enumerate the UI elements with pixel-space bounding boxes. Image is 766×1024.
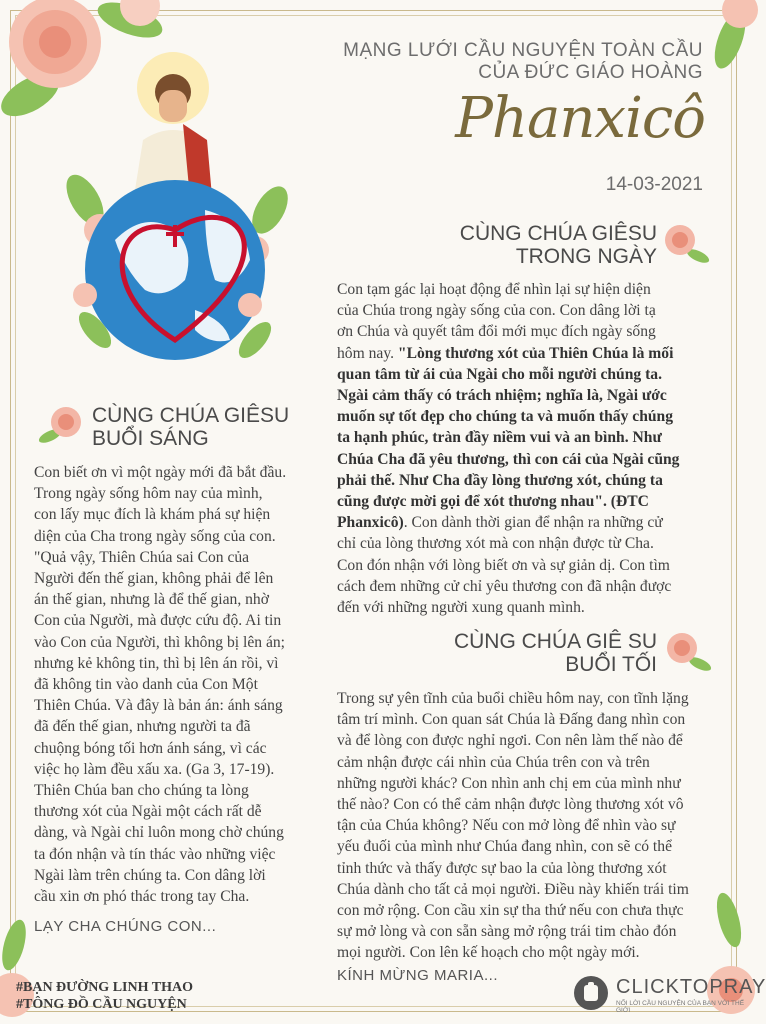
rose-icon	[36, 398, 88, 450]
text-line: cách đem những cử chỉ yêu thương con đã nhận được	[337, 577, 672, 595]
quote-line: phải thế. Như Cha đầy lòng thương xót, chúng ta	[337, 471, 663, 489]
quote-line: muốn sự tốt đẹp cho chúng ta và muốn thấy chúng	[337, 408, 674, 426]
rose-icon	[660, 218, 712, 268]
text-line: ta đón nhận và tín thác vào những việc	[34, 845, 276, 863]
hashtag-ban-duong: #BẠN ĐƯỜNG LINH THAO	[16, 980, 193, 995]
section-evening-title	[454, 630, 657, 676]
text-line: chuộng bóng tối hơn ánh sáng, vì các	[34, 739, 267, 757]
section-day-title	[460, 222, 657, 268]
clicktopray-logo-icon	[572, 974, 610, 1012]
text-line	[337, 512, 712, 533]
quote-line: Chúa Cha đã yêu thương, thì con cái của Ngài cũng	[337, 450, 680, 468]
text-line: việc họ làm đều xấu xa. (Ga 3, 17-19).	[34, 760, 275, 778]
section-evening-title-line1: CÙNG CHÚA GIÊ SU	[453, 630, 657, 653]
text-line: diện của Cha trong ngày sống của con.	[34, 527, 276, 545]
text-segment: hôm nay.	[337, 344, 398, 362]
text-line: nhưng kẻ không tin, thì bị lên án rồi, vì	[34, 654, 279, 672]
quote-line: cũng được mời gọi để xót thương nhau". (ĐTC	[337, 493, 649, 511]
text-line: tỉnh thức và thấy được sự bao la của lòng thương xót	[337, 859, 667, 877]
text-line: Con tạm gác lại hoạt động để nhìn lại sự hiện diện	[337, 281, 651, 298]
text-line: Con đón nhận với lòng biết ơn và sự giản dị. Con tìm	[337, 556, 670, 574]
text-line: Người đến thế gian, không phải để lên	[34, 570, 274, 588]
section-evening-title-line2: BUỔI TỐI	[565, 653, 657, 676]
section-day-title-line1: CÙNG CHÚA GIÊSU	[459, 222, 657, 245]
text-line: Chúa dành cho tất cả mọi người. Điều này khiến trái tim	[337, 880, 689, 898]
text-line: mọi người. Con lên kế hoạch cho một ngày mới.	[337, 944, 640, 962]
text-line: và để lòng con được nghỉ ngơi. Con nên làm thế nào để	[337, 732, 683, 750]
quote-segment: "Lòng thương xót của Thiên Chúa là mối	[397, 344, 674, 362]
text-line: án thế gian, nhưng là để thế gian, nhờ	[34, 591, 269, 609]
text-line: con mở rộng. Con cầu xin sự tha thứ nếu con chưa thực	[337, 902, 684, 920]
quote-line: quan tâm từ ái của Ngài cho mỗi người chúng ta.	[337, 365, 662, 383]
section-morning-title	[92, 404, 289, 450]
text-line: yếu đuối của mình như Chúa đang nhìn, con sẽ có thể	[337, 838, 672, 856]
text-line: Con biết ơn vì một ngày mới đã bắt đầu.	[34, 464, 287, 481]
text-line: dàng, và Ngài chỉ luôn mong chờ chúng	[34, 824, 284, 842]
text-line: đến với những người xung quanh mình.	[337, 599, 585, 617]
text-line: cầu xin ơn phó thác trong tay Cha.	[34, 888, 250, 906]
quote-line: ta hạnh phúc, tràn đầy niềm vui và an bình. Như	[337, 429, 662, 447]
quote-segment: Phanxicô)	[337, 514, 404, 532]
text-line: Ngài làm trên chúng ta. Con dâng lời	[34, 866, 266, 884]
text-line: cảm nhận được cái nhìn của Chúa trên con và trên	[337, 753, 650, 771]
hashtag-tong-do: #TÔNG ĐỒ CẦU NGUYỆN	[16, 997, 187, 1012]
jesus-globe-illustration	[55, 40, 300, 400]
morning-prayer: LẠY CHA CHÚNG CON...	[34, 918, 217, 935]
text-line: "Quả vậy, Thiên Chúa sai Con của	[34, 548, 250, 566]
text-segment: . Con dành thời gian để nhận ra những cử	[403, 514, 663, 532]
section-morning-title-line1: CÙNG CHÚA GIÊSU	[92, 404, 290, 427]
date-label: 14-03-2021	[605, 174, 703, 195]
text-line: con lấy mục đích là khám phá sự hiện	[34, 506, 271, 524]
text-line: Con của Người, mà được cứu độ. Ai tin	[34, 612, 282, 630]
clicktopray-tagline: NỐI LỜI CẦU NGUYỆN CỦA BẠN VỚI THẾ GIỚI	[616, 1000, 745, 1014]
text-line: chỉ của lòng thương xót mà con nhận được từ Cha.	[337, 535, 654, 553]
text-line: Thiên Chúa. Và đây là bản án: ánh sáng	[34, 697, 283, 715]
text-line: đã không tin vào danh của Con Một	[34, 676, 258, 694]
text-line: sự mở lòng và con sẵn sàng mở rộng trái tim chào đón	[337, 923, 677, 941]
section-morning-text	[34, 462, 313, 907]
text-line	[337, 343, 712, 364]
section-day-title-line2: TRONG NGÀY	[515, 245, 657, 268]
rose-icon	[662, 626, 714, 676]
text-line: tâm trí mình. Con quan sát Chúa là Đấng đang nhìn con	[337, 711, 686, 729]
pope-name-title: Phanxicô	[455, 86, 705, 151]
text-line: thương xót của Ngài một cách rất dễ	[34, 803, 262, 821]
section-morning-title-line2: BUỔI SÁNG	[92, 427, 209, 450]
text-line: vào Con của Người, thì không bị lên án;	[34, 633, 285, 651]
text-line: thế nào? Con có thể cảm nhận được lòng thương xót vô	[337, 796, 684, 814]
text-line: tận của Chúa không? Nếu con mở lòng để nhìn vào sự	[337, 817, 676, 835]
section-day-text	[337, 279, 712, 618]
text-line: đã đến thế gian, nhưng người ta đã	[34, 718, 251, 736]
quote-line: Ngài cảm thấy có trách nhiệm; nghĩa là, Ngài ước	[337, 387, 667, 405]
text-line: Trong sự yên tĩnh của buổi chiều hôm nay, con tĩnh lặng	[337, 690, 689, 707]
text-line: ơn Chúa và quyết tâm đổi mới mục đích ngày sống	[337, 323, 656, 341]
section-evening-text	[337, 688, 712, 964]
text-line: Trong ngày sống hôm nay của mình,	[34, 485, 263, 503]
text-line: của Chúa trong ngày sống của con. Con dâng lời tạ	[337, 302, 656, 320]
clicktopray-logo-text: CLICKTOPRAY	[616, 976, 766, 998]
header-line-2: CỦA ĐỨC GIÁO HOÀNG	[478, 62, 703, 83]
text-line: Thiên Chúa ban cho chúng ta lòng	[34, 782, 249, 800]
text-line: những người khác? Con nhìn anh chị em của mình như	[337, 774, 681, 792]
header-line-1: MẠNG LƯỚI CẦU NGUYỆN TOÀN CẦU	[343, 40, 703, 61]
evening-prayer: KÍNH MỪNG MARIA...	[337, 967, 498, 984]
